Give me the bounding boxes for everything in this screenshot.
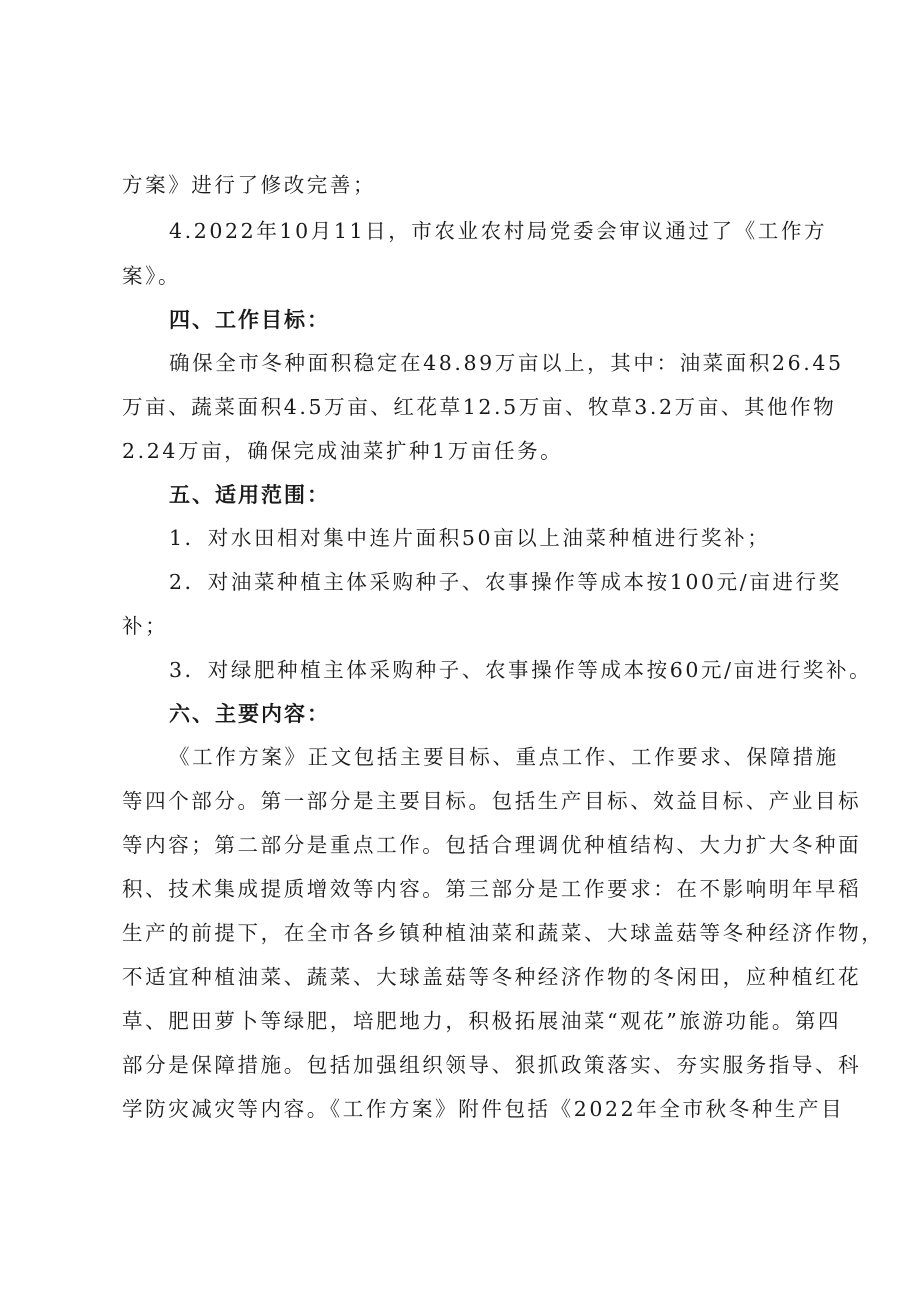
text-line-goals-2: 万亩、蔬菜面积4.5万亩、红花草12.5万亩、牧草3.2万亩、其他作物	[122, 395, 837, 419]
text-line-content-4: 积、技术集成提质增效等内容。第三部分是工作要求：在不影响明年早稻	[122, 877, 862, 901]
text-line-content-1: 《工作方案》正文包括主要目标、重点工作、工作要求、保障措施	[169, 745, 839, 769]
text-line-content-2: 等四个部分。第一部分是主要目标。包括生产目标、效益目标、产业目标	[122, 789, 862, 813]
text-line-content-6: 不适宜种植油菜、蔬菜、大球盖菇等冬种经济作物的冬闲田，应种植红花	[122, 965, 862, 989]
text-line-goals-1: 确保全市冬种面积稳定在48.89万亩以上，其中：油菜面积26.45	[169, 351, 844, 375]
text-line-content-8: 部分是保障措施。包括加强组织领导、狠抓政策落实、夯实服务指导、科	[122, 1053, 862, 1077]
text-line-scope-2-end: 补；	[122, 614, 169, 638]
text-line-scope-1: 1．对水田相对集中连片面积50亩以上油菜种植进行奖补；	[169, 526, 771, 550]
text-line-content-9: 学防灾减灾等内容。《工作方案》附件包括《2022年全市秋冬种生产目	[122, 1097, 845, 1121]
text-line-continuation: 方案》进行了修改完善；	[122, 173, 377, 197]
section-heading-goals: 四、工作目标：	[169, 308, 330, 332]
section-heading-scope: 五、适用范围：	[169, 483, 330, 507]
text-line-scope-3: 3．对绿肥种植主体采购种子、农事操作等成本按60元/亩进行奖补。	[169, 658, 873, 682]
text-line-scope-2: 2．对油菜种植主体采购种子、农事操作等成本按100元/亩进行奖	[169, 570, 842, 594]
text-line-goals-3: 2.24万亩，确保完成油菜扩种1万亩任务。	[122, 439, 564, 463]
text-line-content-5: 生产的前提下，在全市各乡镇种植油菜和蔬菜、大球盖菇等冬种经济作物，	[122, 921, 885, 945]
text-line-content-7: 草、肥田萝卜等绿肥，培肥地力，积极拓展油菜“观花”旅游功能。第四	[122, 1009, 842, 1033]
text-line-item-4-end: 案》。	[122, 264, 182, 288]
section-heading-content: 六、主要内容：	[169, 702, 330, 726]
text-line-item-4: 4.2022年10月11日，市农业农村局党委会审议通过了《工作方	[169, 219, 828, 243]
text-line-content-3: 等内容；第二部分是重点工作。包括合理调优种植结构、大力扩大冬种面	[122, 833, 862, 857]
